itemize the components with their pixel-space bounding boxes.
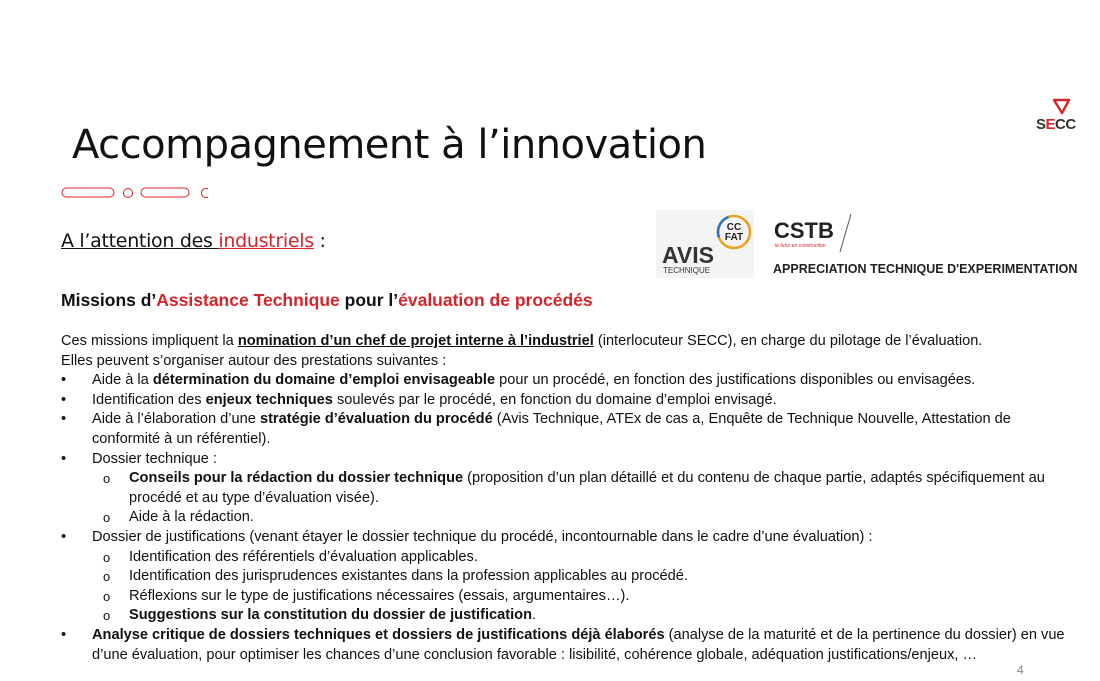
- list-item: [61, 450, 1071, 528]
- b4-s1-b: (proposition d’un plan détaillé et du contenu de chaque partie, adaptés spécifiquement au procédé et au type d’évaluation visée).: [129, 470, 1045, 506]
- sub-list-item: [92, 567, 1071, 587]
- ccfat-line2: FAT: [724, 232, 744, 243]
- cstb-tagline: le futur en construction: [775, 243, 826, 249]
- b6-a: Analyse critique de dossiers techniques et dossiers de justifications déjà élaborés: [92, 626, 665, 643]
- missions-highlight2: évaluation de procédés: [398, 290, 593, 310]
- audience-suffix: :: [313, 230, 326, 252]
- bullet-icon: •: [61, 528, 67, 545]
- bullet-icon: •: [61, 450, 67, 467]
- partner-logos: [656, 210, 1092, 278]
- b3-b: stratégie d’évaluation du procédé: [259, 411, 493, 428]
- audience-highlight: industriels: [218, 230, 314, 252]
- b3-c: (Avis Technique, ATEx de cas a, Enquête de Technique Nouvelle, Attestation de conformité à un référentiel).: [92, 411, 1011, 447]
- sub-list-item: [92, 548, 1071, 568]
- b3-a: Aide à l’élaboration d’une: [92, 411, 260, 428]
- audience-prefix: A l’attention des: [61, 230, 219, 252]
- sub-bullet-icon: o: [103, 510, 111, 526]
- list-item: [61, 410, 1071, 449]
- sub-bullet-icon: o: [103, 471, 111, 487]
- b2-a: Identification des: [92, 391, 206, 408]
- body-text: [61, 332, 1071, 665]
- bullet-icon: •: [61, 372, 67, 389]
- appreciation-text: APPRECIATION TECHNIQUE D'EXPERIMENTATION: [773, 262, 1078, 276]
- missions-heading: [61, 290, 593, 311]
- sub-list-item: [92, 508, 1071, 528]
- b4-s1-a: Conseils pour la rédaction du dossier technique: [129, 470, 464, 487]
- technique-text: TECHNIQUE: [663, 266, 711, 275]
- sub-list: [92, 548, 1071, 626]
- list-item: [61, 528, 1071, 626]
- missions-part2: pour l’: [339, 290, 399, 310]
- services-list: [61, 371, 1071, 665]
- list-item: [61, 371, 1071, 391]
- sub-bullet-icon: o: [103, 608, 111, 624]
- list-item: [61, 391, 1071, 411]
- avis-text: AVIS: [662, 242, 714, 268]
- secc-logo: [1036, 98, 1088, 133]
- page-number: 4: [1017, 663, 1024, 677]
- secc-triangle-icon: [1052, 98, 1072, 116]
- sub-bullet-icon: o: [103, 588, 111, 604]
- b2-c: soulevés par le procédé, en fonction du domaine d’emploi envisagé.: [332, 391, 777, 408]
- deco-arc: [201, 189, 208, 198]
- intro-l1-a: Ces missions impliquent la: [61, 333, 238, 349]
- b5-s3: Réflexions sur le type de justifications nécessaires (essais, argumentaires…).: [129, 587, 630, 604]
- partner-logos-graphic: [656, 210, 1092, 278]
- secc-e: E: [1045, 116, 1056, 133]
- b2-b: enjeux techniques: [205, 391, 333, 408]
- b5-s4-a: Suggestions sur la constitution du dossier de justification: [129, 607, 532, 624]
- b6-b: (analyse de la maturité et de la pertinence du dossier) en vue d’une évaluation, pour optimiser les chances d’une conclusion favorable : lisibilité, cohérence globale, adéquation justifications/enjeux, …: [92, 626, 1065, 663]
- bullet-icon: •: [61, 391, 67, 408]
- b1-b: détermination du domaine d’emploi envisageable: [152, 372, 496, 389]
- intro-line-2: Elles peuvent s’organiser autour des prestations suivantes :: [61, 352, 447, 369]
- ccfat-line1: CC: [726, 222, 742, 233]
- bullet-icon: •: [61, 411, 67, 428]
- deco-pill-1: [62, 188, 114, 197]
- b1-a: Aide à la: [92, 372, 153, 389]
- bullet-icon: •: [61, 626, 67, 643]
- missions-part1: Missions d’: [61, 290, 157, 310]
- intro-l1-b: nomination d’un chef de projet interne à l’industriel: [237, 333, 594, 349]
- b5-s4-b: .: [532, 607, 537, 624]
- b4: Dossier technique :: [92, 450, 217, 467]
- cstb-text: CSTB: [774, 218, 834, 243]
- b5-s1: Identification des référentiels d’évaluation applicables.: [129, 548, 478, 565]
- b5: Dossier de justifications (venant étayer le dossier technique du procédé, incontournable dans le cadre d’une évaluation) :: [92, 528, 873, 545]
- list-item: [61, 626, 1071, 665]
- b5-s2: Identification des jurisprudences existantes dans la profession applicables au procédé.: [129, 568, 688, 585]
- sub-bullet-icon: o: [103, 549, 111, 565]
- sub-list-item: [92, 606, 1071, 626]
- sub-bullet-icon: o: [103, 569, 111, 585]
- missions-highlight1: Assistance Technique: [156, 290, 340, 310]
- sub-list: [92, 469, 1071, 528]
- page-title: Accompagnement à l’innovation: [72, 122, 707, 168]
- secc-cc: CC: [1055, 116, 1076, 133]
- b1-c: pour un procédé, en fonction des justifications disponibles ou envisagées.: [495, 372, 976, 389]
- intro-l1-c: (interlocuteur SECC), en charge du pilotage de l’évaluation.: [593, 333, 983, 349]
- audience-heading: [61, 230, 326, 252]
- sub-list-item: [92, 587, 1071, 607]
- b4-s2: Aide à la rédaction.: [129, 509, 254, 526]
- secc-wordmark: [1036, 116, 1088, 133]
- secc-s: S: [1036, 116, 1046, 133]
- sub-list-item: [92, 469, 1071, 508]
- intro-line-1: [61, 332, 1071, 352]
- deco-circle-1: [124, 189, 133, 198]
- deco-pill-2: [141, 188, 189, 197]
- title-underline-decoration: [60, 186, 220, 200]
